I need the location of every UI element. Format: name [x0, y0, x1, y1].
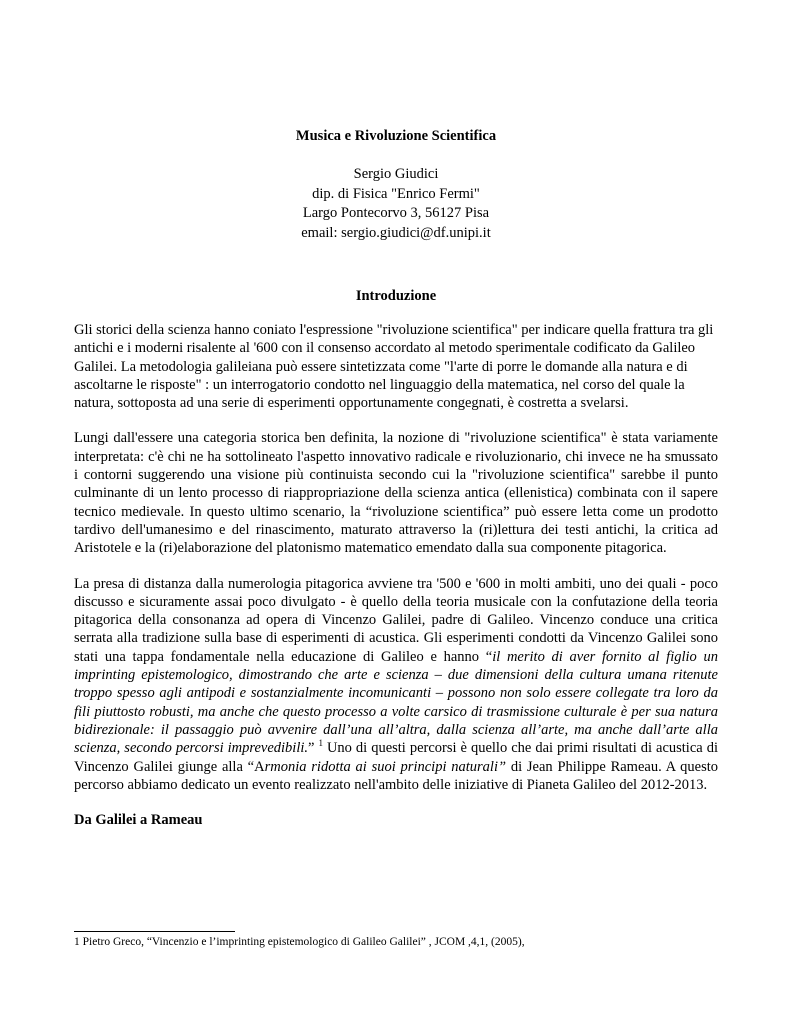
paragraph-3-quote: il merito di aver fornito al figlio un imprinting epistemologico, dimostrando che arte e scienza – due dimensioni della cultura umana ritenute troppo spesso agli antipodi e sostanzialmente incomunicanti – possono non solo essere collegate tra loro da fili piuttosto robusti, ma anche che questo processo a volte carsico di trasmissione culturale è per sua natura bidirezionale: il passaggio può avvenire dall’una all’altra, dalla scienza all’arte, ma anche dall’arte alla scienza, secondo percorsi imprevedibili.: [74, 648, 718, 757]
author-address: Largo Pontecorvo 3, 56127 Pisa: [302, 205, 490, 221]
author-name: Sergio Giudici: [353, 166, 439, 182]
footnote-ref-1: 1: [318, 738, 323, 749]
footnote-separator: [74, 931, 235, 932]
author-block: [74, 165, 718, 243]
paragraph-1: Gli storici della scienza hanno coniato l'espressione "rivoluzione scientifica" per indicare quella frattura tra gli antichi e i moderni risalente al '600 con il consenso accordato al metodo sperimentale codificato da Galileo Galilei. La metodologia galileiana può essere sintetizzata come "l'arte di porre le domande alla natura e di ascoltarne le risposte" : un interrogatorio condotto nel linguaggio della matematica, nel corso del quale la natura, sottoposta ad una serie di esperimenti opportunamente congegnati, è costretta a svelarsi.: [74, 322, 714, 412]
footnote-1: 1 Pietro Greco, “Vincenzio e l’imprinting epistemologico di Galileo Galilei” , JCOM ,4,1, (2005),: [74, 936, 525, 948]
paragraph-2: Lungi dall'essere una categoria storica ben definita, la nozione di "rivoluzione scientifica" è stata variamente interpretata: c'è chi ne ha sottolineato l'aspetto innovativo radicale e rivoluzionario, chi invece ne ha smussato i contorni suggerendo una visione più continuista secondo cui la "rivoluzione scientifica" sarebbe il punto culminante di un lento processo di riappropriazione della scienza antica (ellenistica) combinata con il sapere tecnico medievale. In questo ultimo scenario, la “rivoluzione scientifica” può essere letta come un prodotto tardivo dell'umanesimo e del rinascimento, maturato attraverso la (ri)lettura dei testi antichi, la critica ad Aristotele e la (ri)elaborazione del platonismo matematico emendato dalla sua componente pitagorica.: [74, 430, 718, 557]
paragraph-3-text-a: La presa di distanza dalla numerologia pitagorica avviene tra '500 e '600 in molti ambiti, uno dei quali - poco discusso e sicuramente assai poco divulgato - è quello della teoria musicale con la confutazione della teoria pitagorica della consonanza ad opera di Vincenzo Galilei, padre di Galileo. Vincenzo conduce una critica serrata alla tradizione sulla base di esperimenti di acustica. Gli esperimenti condotti da Vincenzo Galilei sono stati una tappa fondamentale nella educazione di Galileo e hanno “: [74, 575, 718, 665]
paragraph-3-text-c: Uno di questi percorsi è quello che dai primi risultati di acustica di Vincenzo Galilei giunge alla “A: [74, 740, 718, 775]
author-department: dip. di Fisica "Enrico Fermi": [312, 185, 480, 202]
section-heading-introduzione: Introduzione: [355, 288, 437, 304]
paragraph-3-text-b: ”: [308, 740, 319, 757]
paragraph-3-text-d: di Jean Philippe Rameau. A questo percorso abbiamo dedicato un evento realizzato nell'ambito delle iniziative di Pianeta Galileo del 2012-2013.: [74, 758, 718, 793]
paragraph-3: [74, 575, 718, 795]
paragraph-3-work-title: rmonia ridotta ai suoi principi naturali”: [264, 758, 507, 775]
document-page: [74, 127, 718, 830]
author-email: email: sergio.giudici@df.unipi.it: [301, 224, 491, 241]
subheading-galilei-rameau: Da Galilei a Rameau: [74, 812, 203, 829]
paper-title: Musica e Rivoluzione Scientifica: [295, 128, 497, 144]
